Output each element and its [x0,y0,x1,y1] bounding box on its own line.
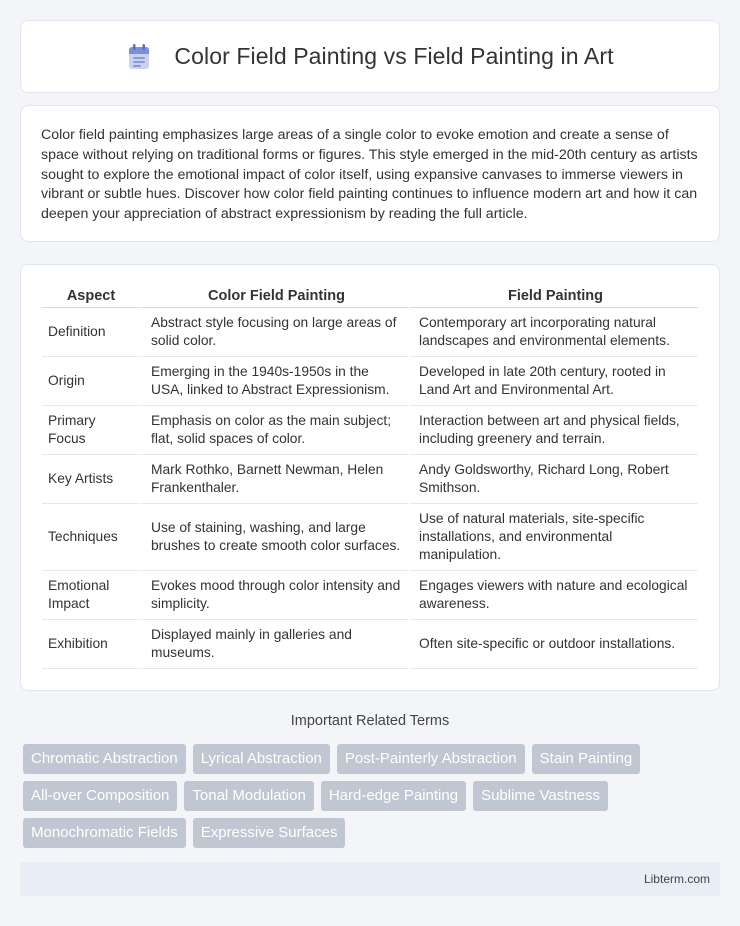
related-term-tag[interactable]: Expressive Surfaces [193,818,346,848]
row-aspect-cell: Emotional Impact [42,571,140,620]
row-color-field-cell: Emphasis on color as the main subject; flat, solid spaces of color. [140,406,408,455]
header-color-field: Color Field Painting [140,285,408,308]
tag-row [23,781,723,811]
row-field-painting-cell: Developed in late 20th century, rooted in Land Art and Environmental Art. [408,357,698,406]
document-icon [126,43,152,71]
related-terms-title: Important Related Terms [290,713,450,729]
header-aspect: Aspect [42,285,140,308]
intro-card [20,105,720,242]
row-aspect-cell: Definition [42,308,140,357]
related-term-tag[interactable]: Stain Painting [532,744,641,774]
row-field-painting-cell: Interaction between art and physical fields, including greenery and terrain. [408,406,698,455]
row-field-painting-cell: Contemporary art incorporating natural landscapes and environmental elements. [408,308,698,357]
related-term-tag[interactable]: Hard-edge Painting [321,781,466,811]
footer-site[interactable]: Libterm.com [643,872,710,886]
related-term-tag[interactable]: Post-Painterly Abstraction [337,744,525,774]
row-aspect-cell: Exhibition [42,620,140,669]
row-field-painting-cell: Andy Goldsworthy, Richard Long, Robert Smithson. [408,455,698,504]
table-row [42,357,698,406]
table-row [42,308,698,357]
table-row [42,455,698,504]
table-row [42,571,698,620]
row-field-painting-cell: Often site-specific or outdoor installations. [408,620,698,669]
related-term-tag[interactable]: Lyrical Abstraction [193,744,330,774]
row-aspect-cell: Techniques [42,504,140,571]
title-card [20,20,720,93]
comparison-table [42,285,698,669]
row-color-field-cell: Abstract style focusing on large areas of solid color. [140,308,408,357]
page-title: Color Field Painting vs Field Painting in Art [174,43,614,69]
table-row [42,406,698,455]
table-header-row [42,285,698,308]
table-row [42,620,698,669]
row-color-field-cell: Displayed mainly in galleries and museums. [140,620,408,669]
row-aspect-cell: Key Artists [42,455,140,504]
row-field-painting-cell: Engages viewers with nature and ecological awareness. [408,571,698,620]
tag-row [23,818,723,848]
row-field-painting-cell: Use of natural materials, site-specific installations, and environmental manipulation. [408,504,698,571]
related-terms-list [23,744,723,855]
intro-text: Color field painting emphasizes large areas of a single color to evoke emotion and create a sense of space without relying on traditional forms or figures. This style emerged in the mid-20th century as artists sought to explore the emotional impact of color itself, using expansive canvases to immerse viewers in vibrant or subtle hues. Discover how color field painting continues to influence modern art and how it can deepen your appreciation of abstract expressionism by reading the full article. [41,127,698,223]
row-color-field-cell: Emerging in the 1940s-1950s in the USA, linked to Abstract Expressionism. [140,357,408,406]
related-term-tag[interactable]: Tonal Modulation [184,781,313,811]
related-term-tag[interactable]: Sublime Vastness [473,781,608,811]
row-color-field-cell: Mark Rothko, Barnett Newman, Helen Frankenthaler. [140,455,408,504]
footer [20,862,720,896]
row-aspect-cell: Primary Focus [42,406,140,455]
row-color-field-cell: Evokes mood through color intensity and simplicity. [140,571,408,620]
tag-row [23,744,723,774]
related-term-tag[interactable]: Chromatic Abstraction [23,744,186,774]
comparison-card [20,264,720,691]
table-row [42,504,698,571]
related-term-tag[interactable]: Monochromatic Fields [23,818,186,848]
row-color-field-cell: Use of staining, washing, and large brushes to create smooth color surfaces. [140,504,408,571]
header-field-painting: Field Painting [408,285,698,308]
related-term-tag[interactable]: All-over Composition [23,781,177,811]
row-aspect-cell: Origin [42,357,140,406]
